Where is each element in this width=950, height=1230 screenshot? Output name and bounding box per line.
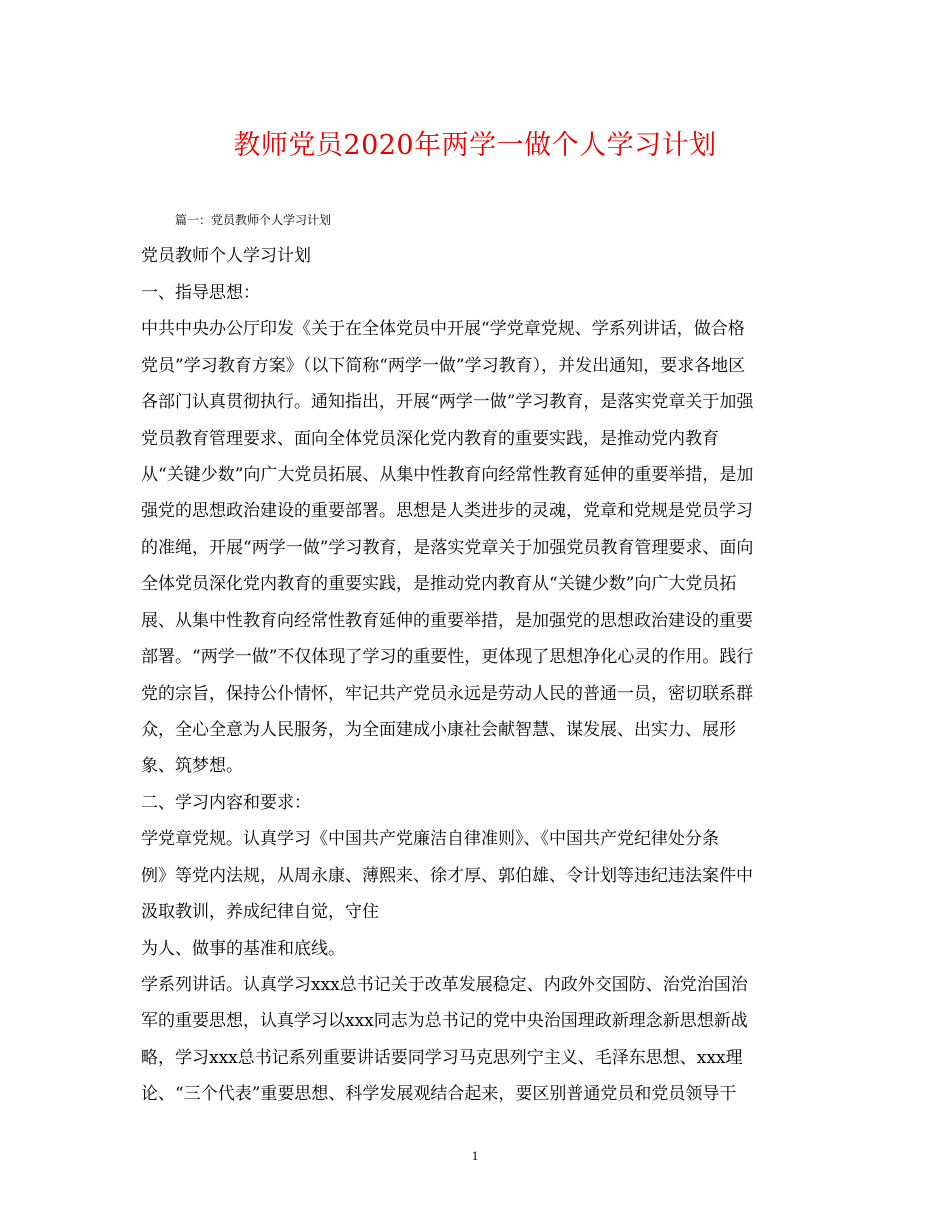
paragraph-line: 象、筑梦想。 bbox=[141, 756, 243, 776]
paragraph-line: 略，学习xxx总书记系列重要讲话要同学习马克思列宁主义、毛泽东思想、xxx理 bbox=[141, 1048, 743, 1068]
paragraph-line: 全体党员深化党内教育的重要实践，是推动党内教育从“关键少数”向广大党员拓 bbox=[141, 574, 737, 594]
paragraph-line: 强党的思想政治建设的重要部署。思想是人类进步的灵魂，党章和党规是党员学习 bbox=[141, 501, 753, 521]
document-title: 教师党员2020年两学一做个人学习计划 bbox=[233, 130, 717, 161]
paragraph-line: 部署。“两学一做”不仅体现了学习的重要性，更体现了思想净化心灵的作用。践行 bbox=[141, 647, 754, 667]
paragraph-line: 一、指导思想： bbox=[141, 283, 260, 303]
page-number: 1 bbox=[471, 1148, 479, 1163]
paragraph-line: 论、“三个代表”重要思想、科学发展观结合起来，要区别普通党员和党员领导干 bbox=[141, 1084, 737, 1104]
paragraph-line: 各部门认真贯彻执行。通知指出，开展“两学一做”学习教育，是落实党章关于加强 bbox=[141, 392, 754, 412]
paragraph-line: 中共中央办公厅印发《关于在全体党员中开展“学党章党规、学系列讲话，做合格 bbox=[141, 319, 745, 339]
paragraph-line: 党员”学习教育方案》（以下简称“两学一做”学习教育），并发出通知，要求各地区 bbox=[141, 356, 746, 376]
paragraph-line: 党员教师个人学习计划 bbox=[141, 246, 311, 266]
paragraph-line: 汲取教训，养成纪律自觉，守住 bbox=[141, 902, 379, 922]
paragraph-line: 党的宗旨，保持公仆情怀，牢记共产党员永远是劳动人民的普通一员，密切联系群 bbox=[141, 684, 753, 704]
paragraph-line: 学党章党规。认真学习《中国共产党廉洁自律准则》、《中国共产党纪律处分条 bbox=[141, 829, 719, 849]
paragraph-line: 二、学习内容和要求： bbox=[141, 793, 311, 813]
paragraph-line: 为人、做事的基准和底线。 bbox=[141, 939, 345, 959]
paragraph-line: 展、从集中性教育向经常性教育延伸的重要举措，是加强党的思想政治建设的重要 bbox=[141, 611, 753, 631]
paragraph-line: 众，全心全意为人民服务，为全面建成小康社会献智慧、谋发展、出实力、展形 bbox=[141, 720, 736, 740]
paragraph-line: 军的重要思想，认真学习以xxx同志为总书记的党中央治国理政新理念新思想新战 bbox=[141, 1011, 748, 1031]
paragraph-line: 的准绳，开展“两学一做”学习教育，是落实党章关于加强党员教育管理要求、面向 bbox=[141, 538, 754, 558]
paragraph-line: 学系列讲话。认真学习xxx总书记关于改革发展稳定、内政外交国防、治党治国治 bbox=[141, 975, 748, 995]
paragraph-line: 从“关键少数”向广大党员拓展、从集中性教育向经常性教育延伸的重要举措，是加 bbox=[141, 465, 754, 485]
paragraph-line: 篇一：党员教师个人学习计划 bbox=[175, 213, 332, 227]
paragraph-line: 党员教育管理要求、面向全体党员深化党内教育的重要实践，是推动党内教育 bbox=[141, 429, 719, 449]
paragraph-line: 例》等党内法规，从周永康、薄熙来、徐才厚、郭伯雄、令计划等违纪违法案件中 bbox=[141, 866, 753, 886]
